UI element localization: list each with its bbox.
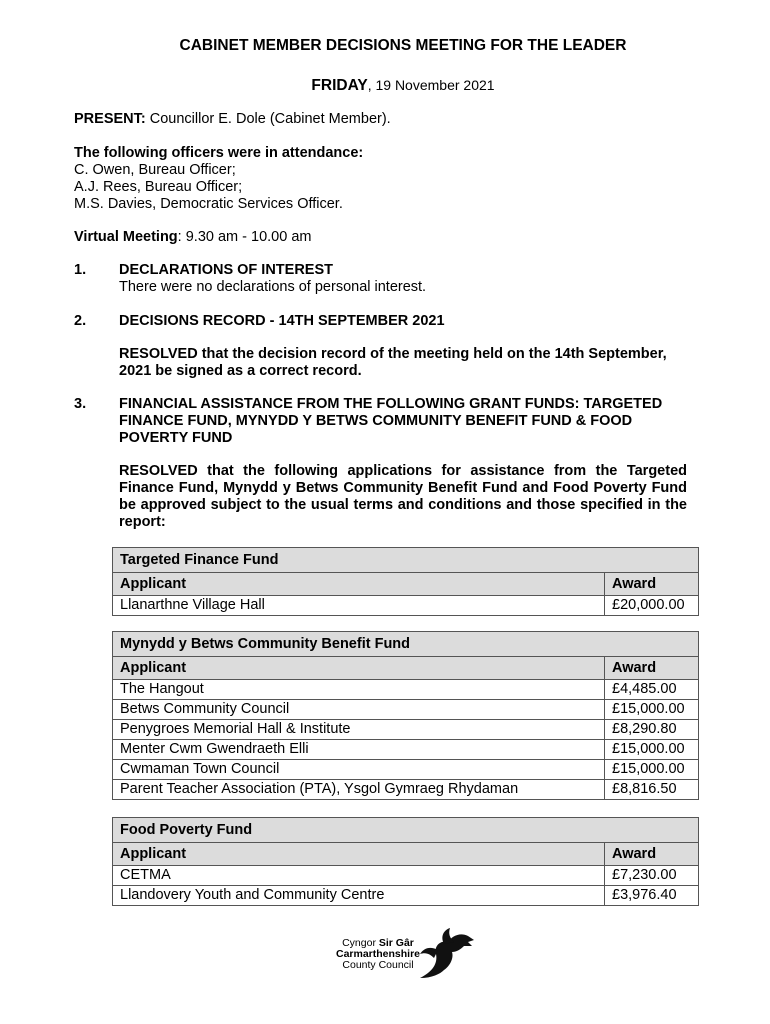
present-label: PRESENT:: [74, 111, 146, 127]
table-row: [113, 700, 699, 720]
applicant-cell: The Hangout: [113, 680, 605, 700]
item-number: 2.: [74, 313, 87, 329]
table-title: Targeted Finance Fund: [113, 548, 699, 573]
table-row: [113, 886, 699, 906]
officer-item: C. Owen, Bureau Officer;: [74, 162, 236, 178]
table-row: [113, 596, 699, 616]
award-cell: £3,976.40: [605, 886, 699, 906]
applicant-cell: Betws Community Council: [113, 700, 605, 720]
applicant-cell: Llanarthne Village Hall: [113, 596, 605, 616]
column-header-award: Award: [605, 843, 699, 866]
applicant-cell: Menter Cwm Gwendraeth Elli: [113, 740, 605, 760]
food-poverty-fund-table: [112, 817, 699, 906]
applicant-cell: CETMA: [113, 866, 605, 886]
applicant-cell: Llandovery Youth and Community Centre: [113, 886, 605, 906]
logo-line-carmarthenshire: Carmarthenshire: [335, 948, 421, 960]
meeting-day: FRIDAY: [311, 77, 368, 94]
officers-heading: The following officers were in attendance:: [74, 145, 364, 161]
table-row: [113, 680, 699, 700]
item-resolution: RESOLVED that the following applications for assistance from the Targeted Finance Fund, Mynydd y Betws Community Benefit Fund and Food Poverty Fund be approved subject to the usual terms and conditions and those specified in the report:: [119, 463, 687, 530]
award-cell: £4,485.00: [605, 680, 699, 700]
item-1: [119, 262, 687, 296]
table-row: [113, 866, 699, 886]
virtual-meeting-label: Virtual Meeting: [74, 229, 178, 245]
award-cell: £20,000.00: [605, 596, 699, 616]
virtual-meeting-line: [74, 229, 311, 246]
officers-block: [74, 145, 363, 213]
present-line: [74, 111, 391, 128]
item-resolution: RESOLVED that the decision record of the meeting held on the 14th September, 2021 be signed as a correct record.: [119, 346, 667, 379]
logo-text: [330, 938, 426, 971]
column-header-applicant: Applicant: [113, 573, 605, 596]
applicant-cell: Penygroes Memorial Hall & Institute: [113, 720, 605, 740]
column-header-applicant: Applicant: [113, 843, 605, 866]
item-title: DECLARATIONS OF INTEREST: [119, 262, 334, 278]
column-header-award: Award: [605, 657, 699, 680]
table-row: [113, 760, 699, 780]
table-row: [113, 740, 699, 760]
dragon-icon: [414, 928, 476, 984]
table-title: Food Poverty Fund: [113, 818, 699, 843]
award-cell: £15,000.00: [605, 700, 699, 720]
item-title: DECISIONS RECORD - 14TH SEPTEMBER 2021: [119, 313, 445, 329]
column-header-award: Award: [605, 573, 699, 596]
table-row: [113, 780, 699, 800]
award-cell: £15,000.00: [605, 760, 699, 780]
item-text: There were no declarations of personal interest.: [119, 279, 427, 295]
officer-item: M.S. Davies, Democratic Services Officer.: [74, 196, 343, 212]
logo-line-county-council: County Council: [342, 959, 414, 971]
virtual-meeting-time: : 9.30 am - 10.00 am: [177, 229, 312, 245]
applicant-cell: Cwmaman Town Council: [113, 760, 605, 780]
present-text: Councillor E. Dole (Cabinet Member).: [145, 111, 391, 127]
page-title: CABINET MEMBER DECISIONS MEETING FOR THE LEADER: [179, 37, 627, 54]
award-cell: £15,000.00: [605, 740, 699, 760]
award-cell: £8,290.80: [605, 720, 699, 740]
table-row: [113, 720, 699, 740]
column-header-applicant: Applicant: [113, 657, 605, 680]
mynydd-y-betws-fund-table: [112, 631, 699, 800]
targeted-finance-fund-table: [112, 547, 699, 616]
item-number: 3.: [74, 396, 87, 412]
officer-item: A.J. Rees, Bureau Officer;: [74, 179, 243, 195]
table-title: Mynydd y Betws Community Benefit Fund: [113, 632, 699, 657]
item-number: 1.: [74, 262, 87, 278]
logo-line-cyngor: Cyngor Sir Gâr: [342, 937, 414, 949]
meeting-date-text: , 19 November 2021: [367, 77, 495, 93]
applicant-cell: Parent Teacher Association (PTA), Ysgol Gymraeg Rhydaman: [113, 780, 605, 800]
item-title: FINANCIAL ASSISTANCE FROM THE FOLLOWING GRANT FUNDS: TARGETED FINANCE FUND, MYNYDD Y BETWS COMMUNITY BENEFIT FUND & FOOD POVERTY FUND: [119, 396, 663, 446]
council-logo: [330, 928, 480, 984]
award-cell: £7,230.00: [605, 866, 699, 886]
meeting-date: [0, 77, 770, 95]
award-cell: £8,816.50: [605, 780, 699, 800]
